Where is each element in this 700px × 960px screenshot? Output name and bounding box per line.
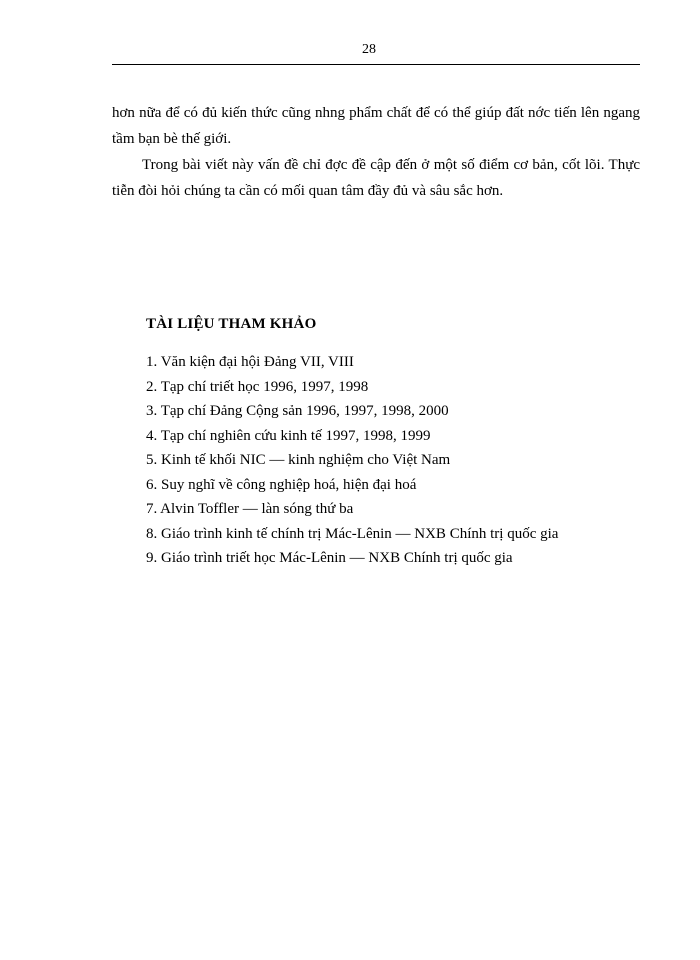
reference-item: 1. Văn kiện đại hội Đảng VII, VIII bbox=[146, 354, 354, 370]
reference-item: 2. Tạp chí triết học 1996, 1997, 1998 bbox=[146, 378, 369, 395]
reference-item: 4. Tạp chí nghiên cứu kinh tế 1997, 1998, 1999 bbox=[146, 427, 431, 444]
references-title: TÀI LIỆU THAM KHẢO bbox=[146, 316, 317, 332]
page-number: 28 bbox=[362, 42, 376, 57]
body-text bbox=[112, 100, 640, 204]
reference-item: 6. Suy nghĩ về công nghiệp hoá, hiện đại hoá bbox=[146, 476, 417, 493]
body-paragraph-1: hơn nữa để có đủ kiến thức cũng nhng phẩm chất để có thể giúp đất nớc tiến lên ngang tầm bạn bè thế giới. bbox=[112, 105, 640, 147]
reference-item: 8. Giáo trình kinh tế chính trị Mác-Lênin — NXB Chính trị quốc gia bbox=[146, 525, 559, 542]
reference-item: 5. Kinh tế khối NIC — kinh nghiệm cho Việt Nam bbox=[146, 452, 451, 468]
reference-item: 9. Giáo trình triết học Mác-Lênin — NXB Chính trị quốc gia bbox=[146, 550, 513, 566]
reference-item: 7. Alvin Toffler — làn sóng thứ ba bbox=[146, 501, 354, 517]
header-rule bbox=[112, 64, 640, 65]
references-section bbox=[146, 316, 640, 571]
body-paragraph-2: Trong bài viết này vấn đề chỉ đợc đề cập đến ở một số điểm cơ bản, cốt lõi. Thực tiễn đòi hỏi chúng ta cần có mối quan tâm đầy đủ và sâu sắc hơn. bbox=[112, 157, 640, 199]
reference-item: 3. Tạp chí Đảng Cộng sản 1996, 1997, 1998, 2000 bbox=[146, 403, 449, 419]
references-list bbox=[146, 350, 640, 571]
